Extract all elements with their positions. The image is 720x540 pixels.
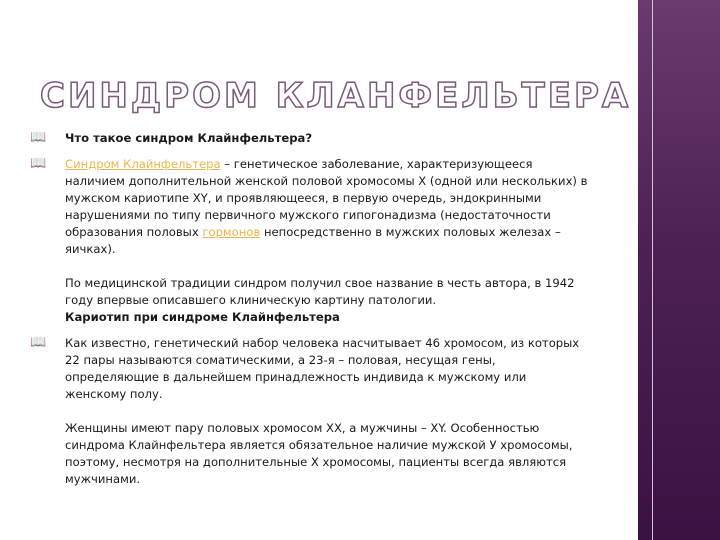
definition-text-part2: непосредственно в мужских половых железах – яичках). (65, 225, 561, 256)
slide-content (30, 130, 590, 497)
chromosome-paragraph: Как известно, генетический набор человека насчитывает 46 хромосом, из которых 22 пары называются соматическими, а 23-я – половая, несущая гены, определяющие в дальнейшем принадлежность индивида к мужскому или женскому полу. (65, 336, 580, 401)
history-paragraph (65, 275, 590, 326)
list-item (30, 156, 590, 326)
list-item (30, 335, 590, 488)
definition-text-part1: – генетическое заболевание, характеризующееся наличием дополнительной женской половой хромосомы X (одной или нескольких) в мужском кариотипе XY, и проявляющееся, в первую очередь, эндокринными нарушениями по типу первичного мужского гипогонадизма (недостаточности образования половых (65, 157, 588, 239)
history-text: По медицинской традиции синдром получил свое название в честь автора, в 1942 году впервые описавшего клиническую картину патологии. (65, 276, 575, 307)
hormones-link[interactable]: гормонов (202, 225, 261, 239)
side-decoration-line (652, 0, 653, 540)
slide-title: СИНДРОМ КЛАНФЕЛЬТЕРА (40, 76, 632, 116)
question-text: Что такое синдром Клайнфельтера? (65, 131, 313, 145)
book-icon: 📖 (30, 335, 47, 350)
side-decoration-bar (638, 0, 720, 540)
list-item (30, 130, 590, 147)
syndrome-link[interactable]: Синдром Клайнфельтера (65, 157, 221, 171)
sex-chromosome-paragraph: Женщины имеют пару половых хромосом XX, а мужчины – XY. Особенностью синдрома Клайнфельтера является обязательное наличие мужской У хромосомы, поэтому, несмотря на дополнительные X хромосомы, пациенты всегда являются мужчинами. (65, 421, 573, 486)
book-icon: 📖 (30, 156, 47, 171)
karyotype-heading: Кариотип при синдроме Клайнфельтера (65, 310, 340, 324)
book-icon: 📖 (30, 130, 47, 145)
definition-paragraph (65, 156, 590, 258)
